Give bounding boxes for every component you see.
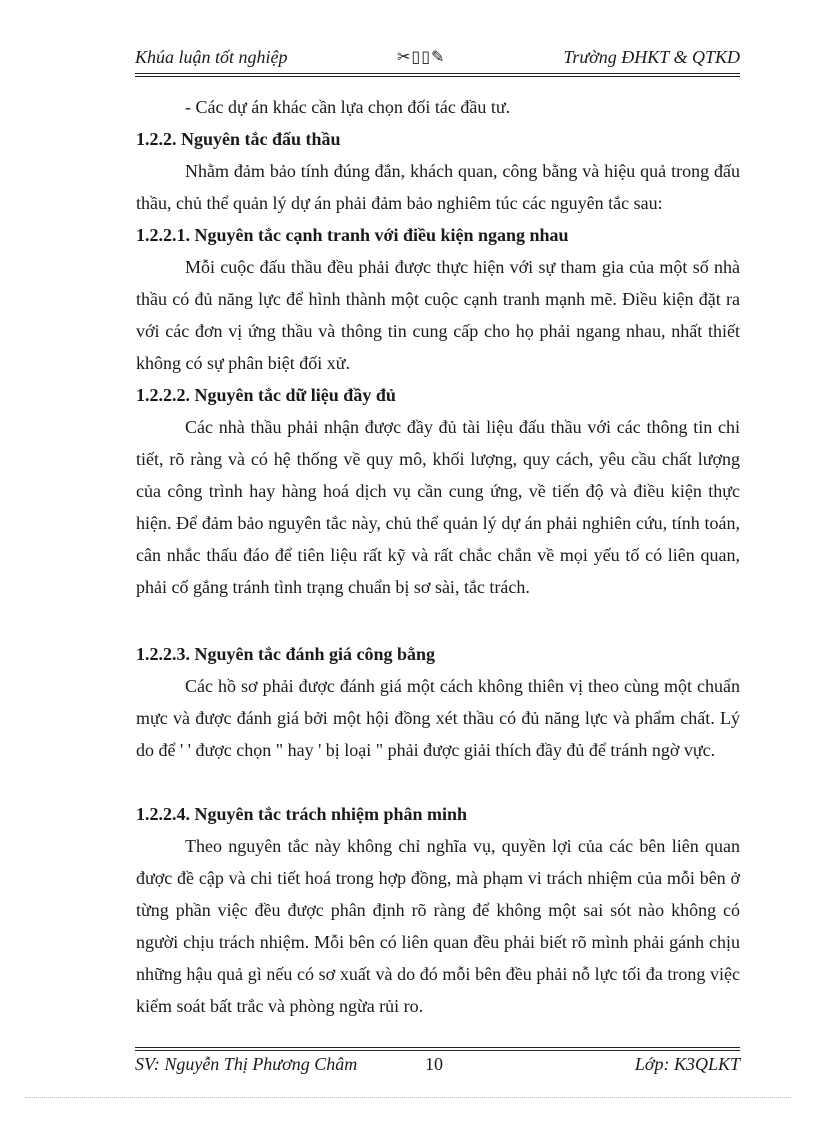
section-heading: 1.2.2. Nguyên tắc đấu thầu	[136, 129, 341, 149]
page-number: 10	[425, 1054, 443, 1074]
header-divider	[135, 73, 740, 74]
header-left-title: Khúa luận tốt nghiệp	[135, 47, 288, 67]
paragraph-text: Mỗi cuộc đấu thầu đều phải được thực hiện với sự tham gia của một số nhà thầu có đủ năng lực để hình thành một cuộc cạnh tranh mạnh mẽ. Điều kiện đặt ra với các đơn vị ứng thầu và thông tin cung cấp cho họ phải ngang nhau, nhất thiết không có sự phân biệt đối xử.	[136, 257, 740, 373]
bullet-text: - Các dự án khác cần lựa chọn đối tác đầu tư.	[185, 97, 511, 117]
page-break-line	[25, 1097, 791, 1098]
paragraph	[136, 670, 740, 766]
paragraph-text: Các nhà thầu phải nhận được đầy đủ tài liệu đấu thầu với các thông tin chi tiết, rõ ràng và có hệ thống về quy mô, khối lượng, quy cách, yêu cầu chất lượng của công trình hay hàng hoá dịch vụ cần cung ứng, về tiến độ và điều kiện thực hiện. Để đảm bảo nguyên tắc này, chủ thể quản lý dự án phải nghiên cứu, tính toán, cân nhắc thấu đáo để tiên liệu rất kỹ và rất chắc chắn về mọi yếu tố có liên quan, phải cố gắng tránh tình trạng chuẩn bị sơ sài, tắc trách.	[136, 417, 740, 597]
header-divider	[135, 76, 740, 77]
header-ornament-icon: ✂▯▯✎	[397, 49, 446, 66]
subsection-heading: 1.2.2.1. Nguyên tắc cạnh tranh với điều kiện ngang nhau	[136, 225, 569, 245]
footer-class: Lớp: K3QLKT	[634, 1054, 740, 1074]
paragraph	[136, 411, 740, 603]
subsection-heading: 1.2.2.2. Nguyên tắc dữ liệu đầy đủ	[136, 385, 396, 405]
footer-student-name: SV: Nguyễn Thị Phương Châm	[135, 1054, 358, 1074]
page-footer	[135, 1054, 740, 1080]
header-right-title: Trường ĐHKT & QTKD	[563, 47, 740, 67]
bullet-line	[185, 91, 740, 123]
footer-divider	[135, 1047, 740, 1048]
footer-divider	[135, 1050, 740, 1051]
paragraph	[136, 155, 740, 219]
subsection-heading: 1.2.2.4. Nguyên tắc trách nhiệm phân minh	[136, 804, 468, 824]
paragraph-text: Theo nguyên tắc này không chỉ nghĩa vụ, quyền lợi của các bên liên quan được đề cập và chi tiết hoá trong hợp đồng, mà phạm vi trách nhiệm của mỗi bên ở từng phần việc đều được phân định rõ ràng để không một sai sót nào không có người chịu trách nhiệm. Mỗi bên có liên quan đều phải biết rõ mình phải gánh chịu những hậu quả gì nếu có sơ xuất và do đó mỗi bên đều phải nỗ lực tối đa trong việc kiểm soát bất trắc và phòng ngừa rủi ro.	[136, 836, 740, 1016]
paragraph-text: Nhằm đảm bảo tính đúng đắn, khách quan, công bằng và hiệu quả trong đấu thầu, chủ thể quản lý dự án phải đảm bảo nghiêm túc các nguyên tắc sau:	[136, 161, 740, 213]
paragraph	[136, 251, 740, 379]
paragraph-text: Các hồ sơ phải được đánh giá một cách không thiên vị theo cùng một chuẩn mực và được đánh giá bởi một hội đồng xét thầu có đủ năng lực và phẩm chất. Lý do để ' ' được chọn " hay ' bị loại " phải được giải thích đầy đủ để tránh ngờ vực.	[136, 676, 740, 760]
paragraph	[136, 830, 740, 1022]
page-header	[135, 47, 740, 73]
subsection-heading: 1.2.2.3. Nguyên tắc đánh giá công bằng	[136, 644, 436, 664]
